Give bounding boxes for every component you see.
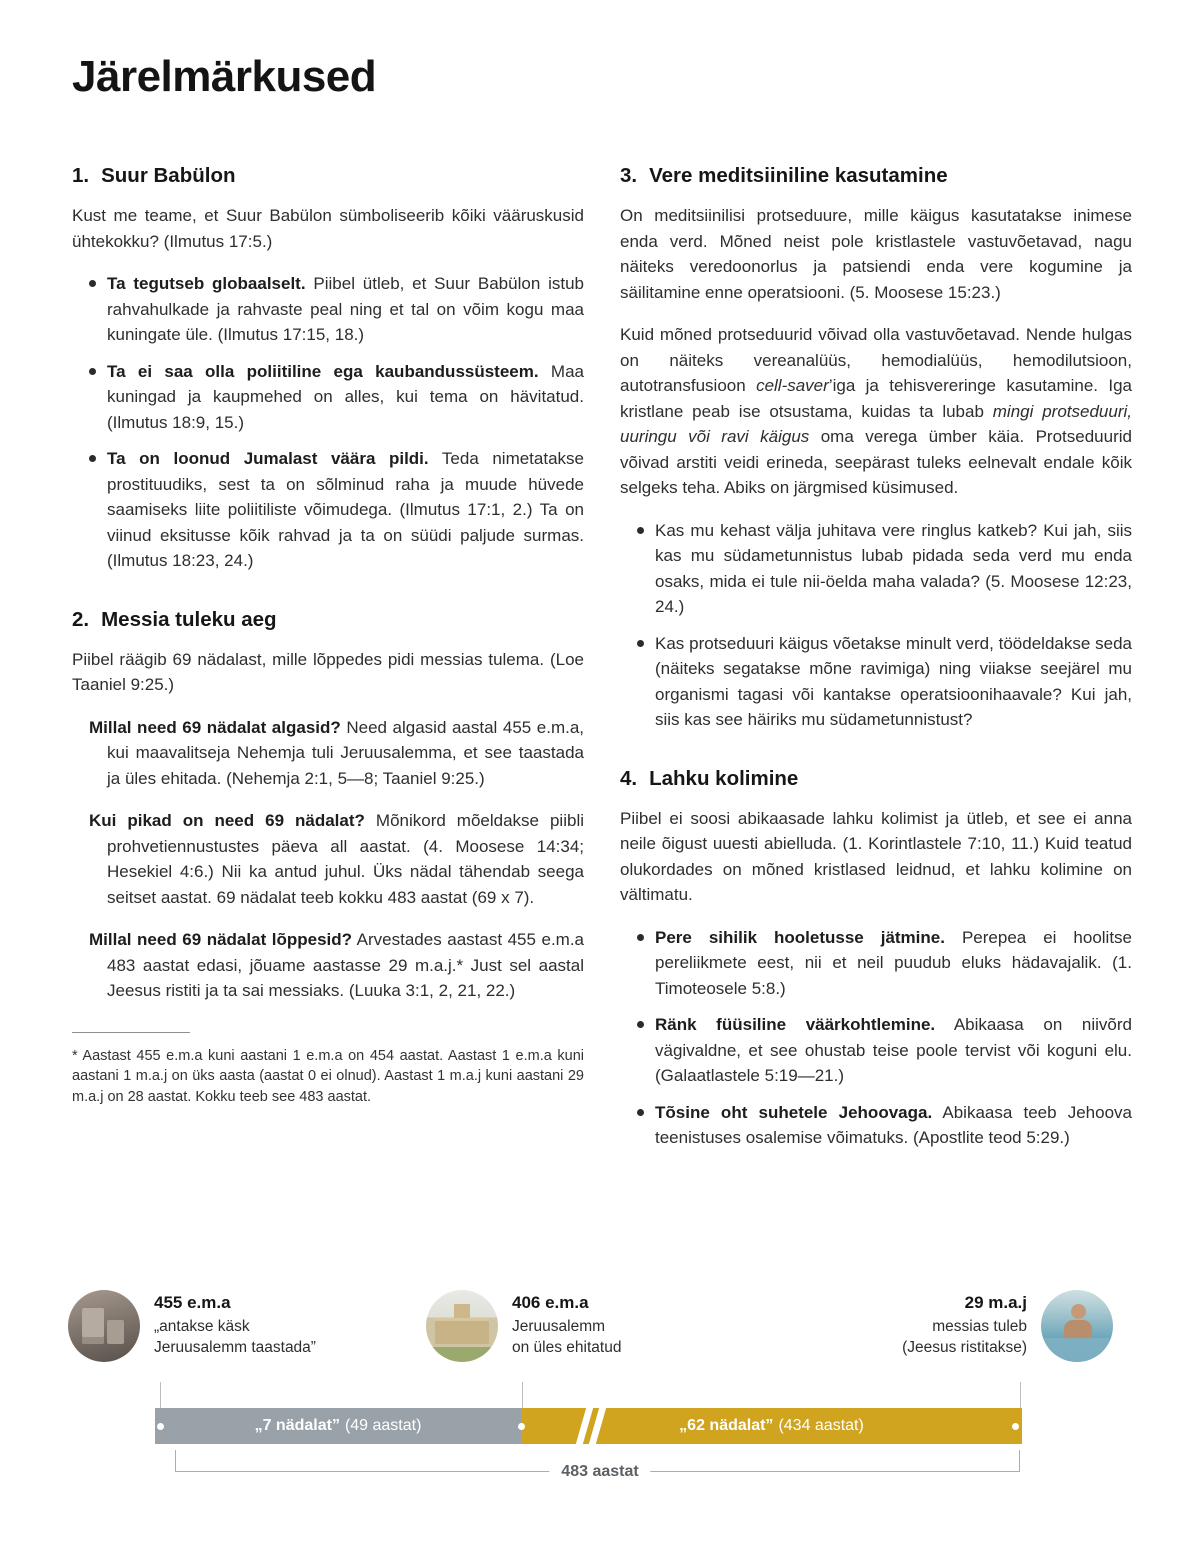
- bullet-text: Kas protseduuri käigus võetakse minult verd, töödeldakse seda (näiteks segatakse mõne ravimiga) ning viiakse seejärel mu organismi tagasi või kantakse operatsioonihaavale? Kui jah, siis kas see häiriks mu südametunnistust?: [655, 633, 1132, 729]
- bullet-item: [72, 446, 584, 574]
- bullet-lead: Ta tegutseb globaalselt.: [107, 274, 306, 293]
- bullet-lead: Tõsine oht suhetele Jehoovaga.: [655, 1102, 933, 1122]
- bullet-icon: [637, 1021, 644, 1028]
- timeline-event-text: 406 e.m.a Jeruusalemm on üles ehitatud: [512, 1293, 622, 1357]
- section-separation: [620, 767, 1132, 1151]
- section-1-title: Suur Babülon: [101, 164, 236, 187]
- section-1-heading: [72, 164, 584, 188]
- bullet-icon: [637, 640, 644, 647]
- bullet-icon: [89, 280, 96, 287]
- jesus-baptism-image: [1041, 1290, 1113, 1362]
- bullet-item: [620, 631, 1132, 733]
- timeline-dot: [518, 1423, 525, 1430]
- timeline-tick: [1020, 1382, 1021, 1408]
- bullet-text: Tõsine oht suhetele Jehoovaga. Abikaasa teeb Jehoova teenistuses osalemise võimatuks. (Apostlite teod 5:29.): [655, 1102, 1132, 1147]
- timeline-total-label: 483 aastat: [549, 1462, 650, 1482]
- italic-phrase: mingi protseduuri, uuringu või ravi käigus: [620, 401, 1132, 446]
- timeline-date: 406 e.m.a: [512, 1293, 589, 1312]
- section-4-heading: [620, 767, 1132, 791]
- question-lead: Kui pikad on need 69 nädalat?: [89, 811, 365, 830]
- bullet-item: [72, 359, 584, 436]
- timeline-dot: [157, 1423, 164, 1430]
- section-2-number: 2.: [72, 607, 90, 631]
- left-column: [72, 164, 584, 1162]
- question-block: Kui pikad on need 69 nädalat? Mõnikord mõeldakse piibli prohvetiennustustes päeva all aastat. (4. Moosese 14:34; Hesekiel 4:6.) Nii ka antud juhul. Üks nädal tähendab seega seitset aastat. 69 nädalat teeb kokku 483 aastat (69 x 7).: [89, 811, 584, 907]
- timeline: [60, 1290, 1140, 1505]
- timeline-event-text: 29 m.a.j messias tuleb (Jeesus ristitakse): [902, 1293, 1027, 1357]
- bullet-lead: Ränk füüsiline väärkohtlemine.: [655, 1015, 936, 1034]
- timeline-event-29: [902, 1290, 1113, 1362]
- bullet-text: Ta on loonud Jumalast väära pildi. Teda nimetatakse prostituudiks, sest ta on sõlminud raha ja muude hüvede saamiseks liite poliitiliste võimudega. (Ilmutus 17:1, 2.) Ta on viinud eksitusse kõik rahvad ja ta on süüdi paljude surmas. (Ilmutus 18:23, 24.): [107, 449, 584, 570]
- timeline-dot: [1012, 1423, 1019, 1430]
- italic-term: cell-saver: [756, 376, 829, 395]
- section-1-number: 1.: [72, 164, 90, 187]
- bullet-icon: [637, 527, 644, 534]
- bullet-icon: [89, 368, 96, 375]
- bullet-lead: Pere sihilik hooletusse jätmine.: [655, 927, 945, 947]
- section-2-heading: [72, 608, 584, 632]
- bullet-icon: [637, 934, 644, 941]
- bullet-text: Ta ei saa olla poliitiline ega kaubandussüsteem. Maa kuningad ja kaupmehed on alles, kui tema on hävitatud. (Ilmutus 18:9, 15.): [107, 361, 584, 432]
- bullet-item: [620, 1012, 1132, 1089]
- bullet-icon: [89, 455, 96, 462]
- question-block: Millal need 69 nädalat lõppesid? Arvestades aastast 455 e.m.a 483 aastat edasi, jõuame aastasse 29 m.a.j.* Just sel aastal Jeesus ristiti ja ta sai messiaks. (Luuka 3:1, 2, 21, 22.): [89, 930, 585, 1000]
- section-great-babylon: [72, 164, 584, 574]
- section-3-heading: [620, 164, 1132, 188]
- jerusalem-city-image: [426, 1290, 498, 1362]
- bullet-text: Pere sihilik hooletusse jätmine. Perepea ei hoolitse pereliikmete eest, nii et neil puudub eluks hädavajalik. (1. Timoteosele 5:8.): [655, 927, 1133, 998]
- right-column: [620, 164, 1132, 1162]
- timeline-segment-7-weeks: „7 nädalat” (49 aastat): [155, 1408, 521, 1444]
- bullet-lead: Ta on loonud Jumalast väära pildi.: [107, 449, 429, 468]
- bullet-lead: Ta ei saa olla poliitiline ega kaubandussüsteem.: [107, 361, 539, 381]
- question-lead: Millal need 69 nädalat algasid?: [89, 717, 341, 737]
- timeline-date: 455 e.m.a: [154, 1293, 231, 1312]
- bullet-item: [72, 271, 584, 348]
- section-4-number: 4.: [620, 766, 638, 790]
- timeline-event-455: [68, 1290, 316, 1362]
- section-3-paragraph-1: On meditsiinilisi protseduure, mille käigus kasutatakse inimese enda verd. Mõned neist pole kristlastele vastuvõetavad, nagu näiteks veredoonorlus ja patsiendi enda vere kogumine ja säilitamine enne operatsiooni. (5. Moosese 15:23.): [620, 206, 1132, 302]
- timeline-tick: [522, 1382, 523, 1408]
- section-3-number: 3.: [620, 164, 638, 187]
- ruins-image: [68, 1290, 140, 1362]
- bullet-text: Ränk füüsiline väärkohtlemine. Abikaasa on niivõrd vägivaldne, et see ohustab teise poole tervist või koguni elu. (Galaatlastele 5:19—21.): [655, 1015, 1132, 1085]
- two-column-layout: [0, 164, 1200, 1162]
- timeline-segment-62-weeks: „62 nädalat” (434 aastat): [521, 1408, 1022, 1444]
- page-title: Järelmärkused: [72, 52, 377, 101]
- footnote-text: * Aastast 455 e.m.a kuni aastani 1 e.m.a on 454 aastat. Aastast 1 e.m.a kuni aastani 1 m.a.j on üks aasta (aastat 0 ei olnud). Aastast 1 m.a.j kuni aastani 29 m.a.j on 28 aastat. Kokku teeb see 483 aastat.: [72, 1047, 584, 1105]
- section-2-title: Messia tuleku aeg: [101, 607, 277, 631]
- section-3-paragraph-2: Kuid mõned protseduurid võivad olla vastuvõetavad. Nende hulgas on näiteks vereanalüüs, hemodialüüs, hemodilutsioon, autotransfusioon cell-saver’iga ja tehisvereringe kasutamine. Iga kristlane peab ise otsustama, kuidas ta lubab mingi protseduuri, uuringu või ravi käigus oma verega ümber käia. Protseduurid võivad arstiti veidi erineda, seepärast tuleks eelnevalt endale kõik selgeks teha. Abiks on järgmised küsimused.: [620, 325, 1132, 497]
- section-messiah-arrival: [72, 608, 584, 1108]
- footnote-divider: [72, 1032, 190, 1033]
- section-4-intro: Piibel ei soosi abikaasade lahku kolimist ja ütleb, et see ei anna neile õigust uuesti abielluda. (1. Korintlastele 7:10, 11.) Kuid teatud olukordades on mõned kristlased leidnud, et lahku kolimine on vältimatu.: [620, 808, 1132, 904]
- bullet-item: [620, 1100, 1132, 1151]
- question-lead: Millal need 69 nädalat lõppesid?: [89, 930, 353, 949]
- timeline-break-icon: [577, 1406, 607, 1446]
- timeline-date: 29 m.a.j: [964, 1293, 1027, 1312]
- section-medical-use-of-blood: [620, 164, 1132, 733]
- bullet-icon: [637, 1109, 644, 1116]
- section-3-title: Vere meditsiiniline kasutamine: [649, 164, 948, 187]
- section-1-intro: Kust me teame, et Suur Babülon sümboliseerib kõiki vääruskusid ühtekokku? (Ilmutus 17:5.): [72, 206, 584, 251]
- question-block: Millal need 69 nädalat algasid? Need algasid aastal 455 e.m.a, kui maavalitseja Nehemja tuli Jeruusalemma, et see taastada ja üles ehitada. (Nehemja 2:1, 5—8; Taaniel 9:25.): [89, 717, 585, 788]
- section-4-title: Lahku kolimine: [649, 766, 799, 790]
- bullet-text: Ta tegutseb globaalselt. Piibel ütleb, et Suur Babülon istub rahvahulkade ja rahvaste peal ning et tal on võim kogu maa kuningate üle. (Ilmutus 17:15, 18.): [107, 274, 584, 344]
- bullet-item: [620, 925, 1132, 1002]
- bullet-item: [620, 518, 1132, 620]
- section-2-intro: Piibel räägib 69 nädalast, mille lõppedes pidi messias tulema. (Loe Taaniel 9:25.): [72, 649, 584, 694]
- timeline-tick: [160, 1382, 161, 1408]
- timeline-event-text: 455 e.m.a „antakse käsk Jeruusalemm taastada”: [154, 1293, 316, 1357]
- timeline-event-406: [426, 1290, 621, 1362]
- bullet-text: Kas mu kehast välja juhitava vere ringlus katkeb? Kui jah, siis kas mu südametunnistus lubab pidada seda verd mu enda osaks, mida ei tule nii-öelda maha valada? (5. Moosese 12:23, 24.): [655, 520, 1132, 616]
